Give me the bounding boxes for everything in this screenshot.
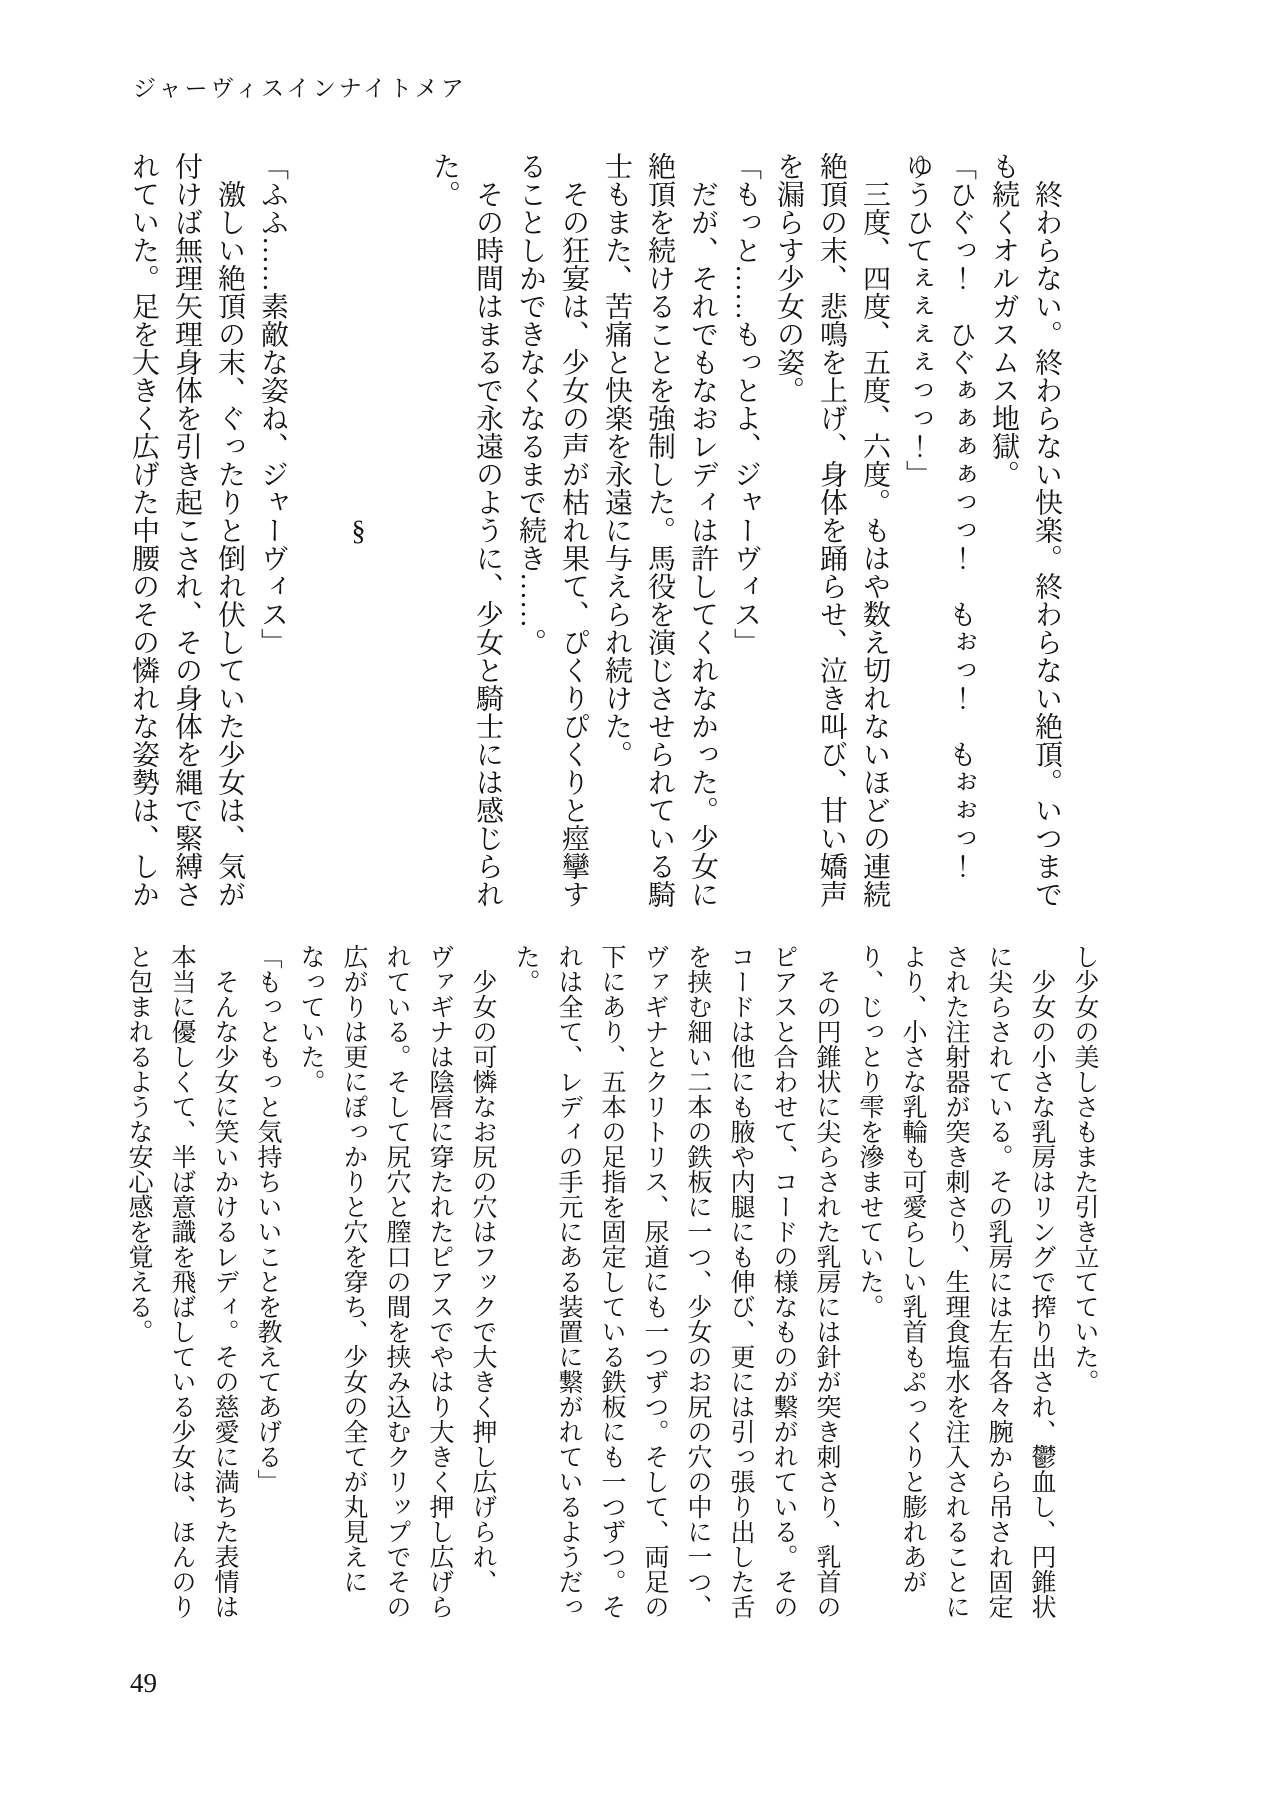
page-number: 49: [130, 1668, 157, 1698]
paragraph: し少女の美しさもまた引き立てていた。: [1071, 944, 1098, 1394]
paragraph: 終わらない。終わらない快楽。終わらない絶頂。いつまでも続くオルガスムス地獄。: [988, 152, 1062, 908]
text-block-top: [122, 152, 1068, 910]
paragraph: その時間はまるで永遠のように、少女と騎士には感じられた。: [429, 152, 503, 908]
paragraph: その円錐状に尖らされた乳房には針が突き刺さり、乳首のピアスと合わせて、コードの様なものが繋がれている。そのコードは他にも腋や内腿にも伸び、更には引っ張り出した舌を挟む細い二本の鉄板に一つ、少女のお尻の穴の中に一つ、ヴァギナとクリトリス、尿道にも一つずつ。そして、両足の下にあり、五本の足指を固定している鉄板にも一つずつ。それは全て、レディの手元にある装置に繋がれているようだった。: [512, 944, 840, 1619]
section-divider: §: [343, 515, 374, 547]
paragraph: その狂宴は、少女の声が枯れ果て、ぴくりぴくりと痙攣することしかできなくなるまで続き……。: [515, 152, 589, 908]
paragraph: 少女の可憐なお尻の穴はフックで大きく押し広げられ、ヴァギナは陰唇に穿たれたピアスでやはり大きく押し広げられている。そして尻穴と膣口の間を挟み込むクリップでその広がりは更にぽっかりと穴を穿ち、少女の全てが丸見えになっていた。: [297, 944, 496, 1619]
paragraph: 「もっと……もっとよ、ジャーヴィス」: [730, 152, 761, 656]
paragraph: 少女の小さな乳房はリングで搾り出され、鬱血し、円錐状に尖らされている。その乳房には左右各々腕から吊され固定された注射器が突き刺さり、生理食塩水を注入されることにより、小さな乳輪も可愛らしい乳首もぷっくりと膨れあがり、じっとり雫を滲ませていた。: [856, 944, 1055, 1619]
paragraph: 激しい絶頂の末、ぐったりと倒れ伏していた少女は、気が付けば無理矢理身体を引き起こされ、その身体を縄で緊縛されていた。足を大きく広げた中腰のその憐れな姿勢は、しか: [128, 152, 245, 908]
paragraph: 「ひぐっ！ ひぐぁぁぁぁっっ！ もぉっ！ もぉぉっ！ ゆうひてぇぇぇぇっっ！」: [902, 152, 976, 908]
header-title: ジャーヴィスインナイトメア: [133, 76, 467, 101]
paragraph: 「ふふ……素敵な姿ね、ジャーヴィス」: [257, 152, 288, 656]
paragraph: 三度、四度、五度、六度。もはや数え切れないほどの連続絶頂の末、悲鳴を上げ、身体を踊らせ、泣き叫び、甘い嬌声を漏らす少女の姿。: [773, 152, 890, 908]
paragraph: そんな少女に笑いかけるレディ。その慈愛に満ちた表情は本当に優しくて、半ば意識を飛ばしている少女は、ほんのりと包まれるような安心感を覚える。: [125, 944, 238, 1619]
paragraph: 「もっともっと気持ちいいことを教えてあげる」: [254, 944, 281, 1494]
text-block-bottom: [117, 944, 1106, 1622]
paragraph: だが、それでもなおレディは許してくれなかった。少女に絶頂を続けることを強制した。馬役を演じさせられている騎士もまた、苦痛と快楽を永遠に与えられ続けた。: [601, 152, 718, 908]
